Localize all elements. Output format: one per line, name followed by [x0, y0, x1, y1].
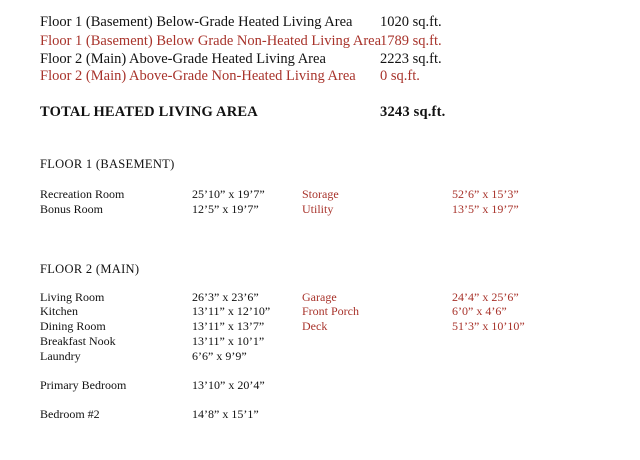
room-name: Bedroom #2: [40, 407, 100, 421]
room-size: 13’11” x 12’10”: [192, 304, 271, 318]
room-size-nonheated: 13’5” x 19’7”: [452, 202, 519, 216]
room-name-nonheated: Garage: [302, 290, 337, 304]
summary-value-4: 0 sq.ft.: [380, 68, 420, 84]
room-name: Kitchen: [40, 304, 78, 318]
room-size-nonheated: 24’4” x 25’6”: [452, 290, 519, 304]
room-size: 13’11” x 10’1”: [192, 334, 265, 348]
room-size-nonheated: 6’0” x 4’6”: [452, 304, 507, 318]
room-name: Recreation Room: [40, 187, 125, 201]
summary-value-2: 1789 sq.ft.: [380, 33, 442, 49]
total-label: TOTAL HEATED LIVING AREA: [40, 104, 258, 120]
room-size: 6’6” x 9’9”: [192, 349, 247, 363]
room-name: Living Room: [40, 290, 105, 304]
room-name-nonheated: Deck: [302, 319, 328, 333]
room-name-nonheated: Front Porch: [302, 304, 359, 318]
total-value: 3243 sq.ft.: [380, 104, 446, 120]
room-size: 25’10” x 19’7”: [192, 187, 265, 201]
room-size: 13’11” x 13’7”: [192, 319, 265, 333]
floor2-heading: FLOOR 2 (MAIN): [40, 262, 140, 276]
room-name: Primary Bedroom: [40, 378, 127, 392]
room-size: 13’10” x 20’4”: [192, 378, 265, 392]
summary-label-1: Floor 1 (Basement) Below-Grade Heated Living Area: [40, 14, 353, 30]
room-size: 26’3” x 23’6”: [192, 290, 259, 304]
room-size-nonheated: 52’6” x 15’3”: [452, 187, 519, 201]
summary-label-2: Floor 1 (Basement) Below Grade Non-Heated Living Area: [40, 33, 382, 49]
room-size-nonheated: 51’3” x 10’10”: [452, 319, 525, 333]
room-name-nonheated: Utility: [302, 202, 334, 216]
summary-label-4: Floor 2 (Main) Above-Grade Non-Heated Living Area: [40, 68, 356, 84]
room-name: Dining Room: [40, 319, 106, 333]
floor1-heading: FLOOR 1 (BASEMENT): [40, 157, 175, 171]
summary-value-3: 2223 sq.ft.: [380, 51, 442, 67]
room-size: 14’8” x 15’1”: [192, 407, 259, 421]
room-name: Breakfast Nook: [40, 334, 116, 348]
room-name: Laundry: [40, 349, 81, 363]
room-size: 12’5” x 19’7”: [192, 202, 259, 216]
room-name-nonheated: Storage: [302, 187, 339, 201]
room-name: Bonus Room: [40, 202, 104, 216]
summary-value-1: 1020 sq.ft.: [380, 14, 442, 30]
summary-label-3: Floor 2 (Main) Above-Grade Heated Living Area: [40, 51, 326, 67]
